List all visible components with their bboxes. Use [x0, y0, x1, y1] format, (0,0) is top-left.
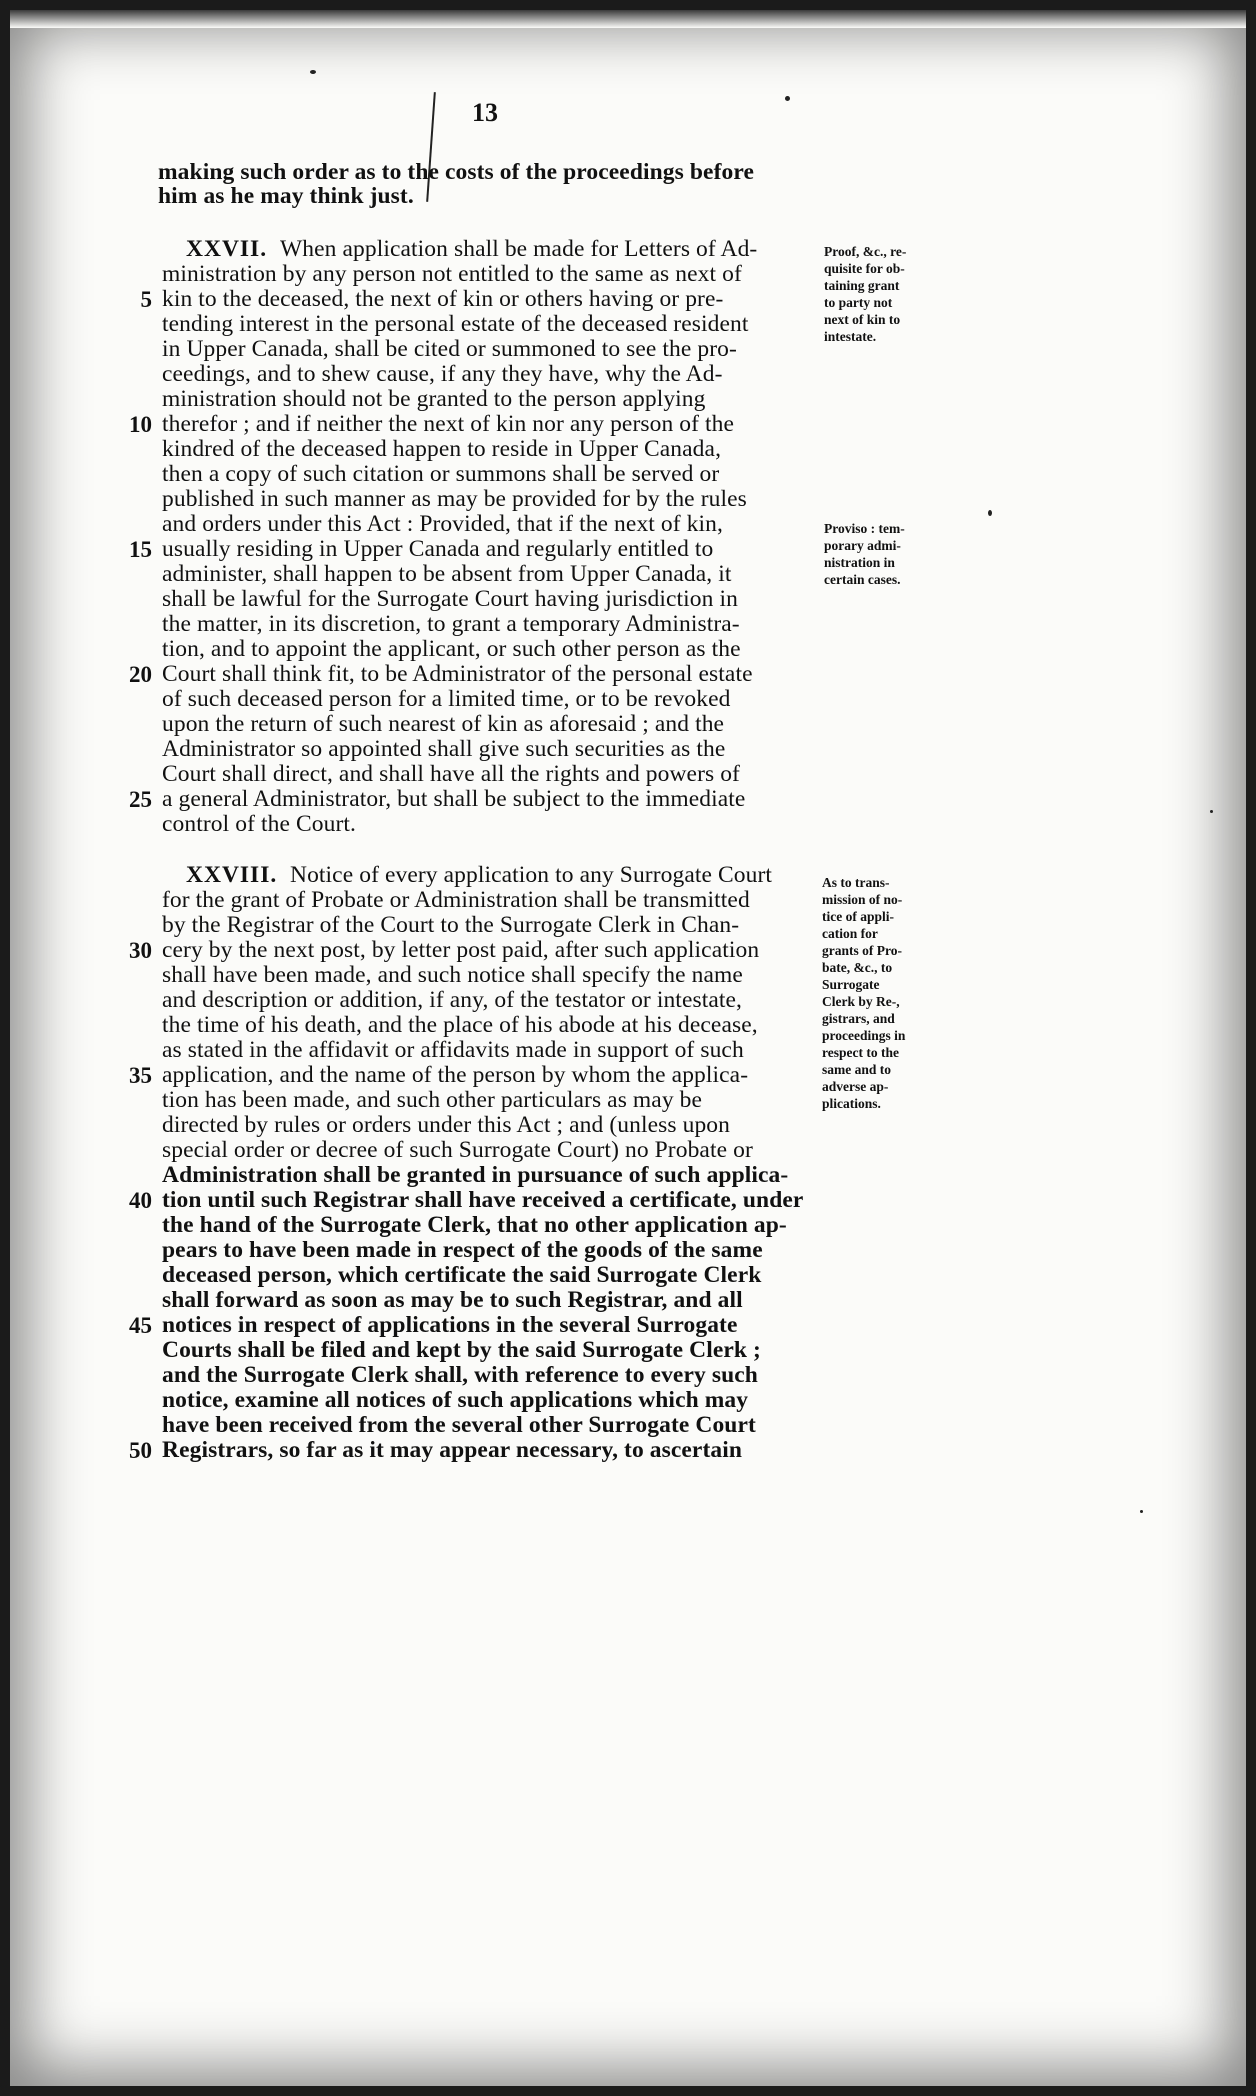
line-number: 30 — [129, 938, 152, 963]
marginal-note-line: plications. — [822, 1096, 881, 1111]
body-text-line: of such deceased person for a limited time, or to be revoked — [162, 686, 731, 712]
body-text-line: tion until such Registrar shall have received a certificate, under — [162, 1187, 804, 1213]
body-text-line: application, and the name of the person by whom the applica- — [162, 1062, 749, 1088]
section-number: XXVII. — [186, 236, 268, 262]
body-text-line: a general Administrator, but shall be subject to the immediate — [162, 786, 746, 812]
body-text-line: as stated in the affidavit or affidavits made in support of such — [162, 1037, 744, 1063]
body-text-line: shall be lawful for the Surrogate Court having jurisdiction in — [162, 586, 738, 612]
marginal-note-line: to party not — [824, 295, 893, 310]
line-number: 10 — [129, 412, 152, 437]
body-text-line: tion has been made, and such other particulars as may be — [162, 1087, 703, 1113]
section-number: XXVIII. — [186, 862, 278, 888]
body-text-line: directed by rules or orders under this Act ; and (unless upon — [162, 1112, 731, 1138]
body-text-line: ministration should not be granted to the person applying — [162, 386, 706, 412]
line-number: 25 — [129, 787, 152, 812]
body-text-line: Notice of every application to any Surrogate Court — [290, 862, 773, 888]
ink-mark — [426, 92, 436, 202]
body-text-line: Administration shall be granted in pursuance of such applica- — [162, 1162, 789, 1188]
body-text-line: and the Surrogate Clerk shall, with reference to every such — [162, 1362, 758, 1388]
body-text-line: Court shall think fit, to be Administrator of the personal estate — [162, 661, 753, 687]
marginal-note-line: nistration in — [824, 555, 895, 570]
body-text-line: special order or decree of such Surrogate Court) no Probate or — [162, 1137, 753, 1163]
scanned-page — [10, 10, 1246, 2086]
body-text-line: usually residing in Upper Canada and regularly entitled to — [162, 536, 714, 562]
body-text-line: him as he may think just. — [158, 183, 414, 209]
scan-speck — [988, 510, 992, 516]
marginal-note-line: proceedings in — [822, 1028, 906, 1043]
body-text-line: notice, examine all notices of such applications which may — [162, 1387, 749, 1413]
marginal-note-line: Clerk by Re-, — [822, 994, 900, 1009]
body-text-line: ceedings, and to shew cause, if any they have, why the Ad- — [162, 361, 723, 387]
body-text-line: control of the Court. — [162, 811, 356, 837]
marginal-note-line: taining grant — [824, 278, 900, 293]
marginal-note-line: gistrars, and — [822, 1011, 895, 1026]
marginal-note-line: Surrogate — [822, 977, 880, 992]
marginal-note-line: respect to the — [822, 1045, 899, 1060]
marginal-note-line: same and to — [822, 1062, 892, 1077]
line-number: 20 — [129, 662, 152, 687]
body-text-line: tion, and to appoint the applicant, or such other person as the — [162, 636, 741, 662]
body-text-line: kin to the deceased, the next of kin or others having or pre- — [162, 286, 724, 312]
body-text-line: shall have been made, and such notice shall specify the name — [162, 962, 743, 988]
body-text-line: deceased person, which certificate the said Surrogate Clerk — [162, 1262, 762, 1288]
line-number: 45 — [129, 1313, 152, 1338]
body-text-line: Courts shall be filed and kept by the said Surrogate Clerk ; — [162, 1337, 761, 1363]
marginal-note-line: certain cases. — [824, 572, 901, 587]
body-text-line: When application shall be made for Letters of Ad- — [280, 236, 758, 262]
body-text-line: then a copy of such citation or summons shall be served or — [162, 461, 720, 487]
body-text-line: shall forward as soon as may be to such Registrar, and all — [162, 1287, 743, 1313]
body-text-line: notices in respect of applications in the several Surrogate — [162, 1312, 738, 1338]
body-text-line: the hand of the Surrogate Clerk, that no other application ap- — [162, 1212, 787, 1238]
marginal-note-line: next of kin to — [824, 312, 901, 327]
line-number: 35 — [129, 1063, 152, 1088]
scan-speck — [310, 70, 316, 74]
body-text-line: Court shall direct, and shall have all the rights and powers of — [162, 761, 740, 787]
body-text-line: in Upper Canada, shall be cited or summoned to see the pro- — [162, 336, 737, 362]
scan-speck — [1140, 1510, 1143, 1513]
marginal-note-line: adverse ap- — [822, 1079, 889, 1094]
scan-top-border — [10, 10, 1246, 28]
body-text-line: upon the return of such nearest of kin as aforesaid ; and the — [162, 711, 725, 737]
marginal-note-line: mission of no- — [822, 892, 903, 907]
body-text-line: ministration by any person not entitled to the same as next of — [162, 261, 742, 287]
line-number: 40 — [129, 1188, 152, 1213]
marginal-note-line: porary admi- — [824, 538, 901, 553]
body-text-line: tending interest in the personal estate of the deceased resident — [162, 311, 749, 337]
body-text-line: therefor ; and if neither the next of kin nor any person of the — [162, 411, 735, 437]
marginal-note-line: tice of appli- — [822, 909, 894, 924]
marginal-note-line: bate, &c., to — [822, 960, 893, 975]
body-text-line: kindred of the deceased happen to reside in Upper Canada, — [162, 436, 722, 462]
body-text-line: and orders under this Act : Provided, that if the next of kin, — [162, 511, 723, 537]
body-text-line: and description or addition, if any, of the testator or intestate, — [162, 987, 743, 1013]
body-text-line: cery by the next post, by letter post paid, after such application — [162, 937, 760, 963]
scan-speck — [1210, 810, 1213, 813]
page-number: 13 — [472, 98, 498, 127]
marginal-note-line: grants of Pro- — [822, 943, 902, 958]
marginal-note-line: As to trans- — [822, 875, 890, 890]
marginal-note-line: cation for — [822, 926, 878, 941]
body-text-line: Administrator so appointed shall give such securities as the — [162, 736, 726, 762]
body-text-line: pears to have been made in respect of the goods of the same — [162, 1237, 763, 1263]
body-text-line: administer, shall happen to be absent from Upper Canada, it — [162, 561, 732, 587]
marginal-note-line: quisite for ob- — [824, 261, 905, 276]
marginal-note-line: Proof, &c., re- — [824, 244, 907, 259]
body-text-line: Registrars, so far as it may appear necessary, to ascertain — [162, 1437, 743, 1463]
body-text-line: the matter, in its discretion, to grant a temporary Administra- — [162, 611, 740, 637]
marginal-note-line: Proviso : tem- — [824, 521, 905, 536]
body-text-line: for the grant of Probate or Administration shall be transmitted — [162, 887, 750, 913]
line-number: 50 — [129, 1438, 152, 1463]
body-text-line: by the Registrar of the Court to the Surrogate Clerk in Chan- — [162, 912, 740, 938]
line-number: 15 — [129, 537, 152, 562]
body-text-line: published in such manner as may be provided for by the rules — [162, 486, 747, 512]
scan-speck — [785, 96, 790, 101]
marginal-note-line: intestate. — [824, 329, 877, 344]
body-text-line: the time of his death, and the place of his abode at his decease, — [162, 1012, 758, 1038]
body-text-line: have been received from the several other Surrogate Court — [162, 1412, 756, 1438]
line-number: 5 — [140, 287, 152, 312]
body-text-line: making such order as to the costs of the proceedings before — [158, 159, 754, 185]
